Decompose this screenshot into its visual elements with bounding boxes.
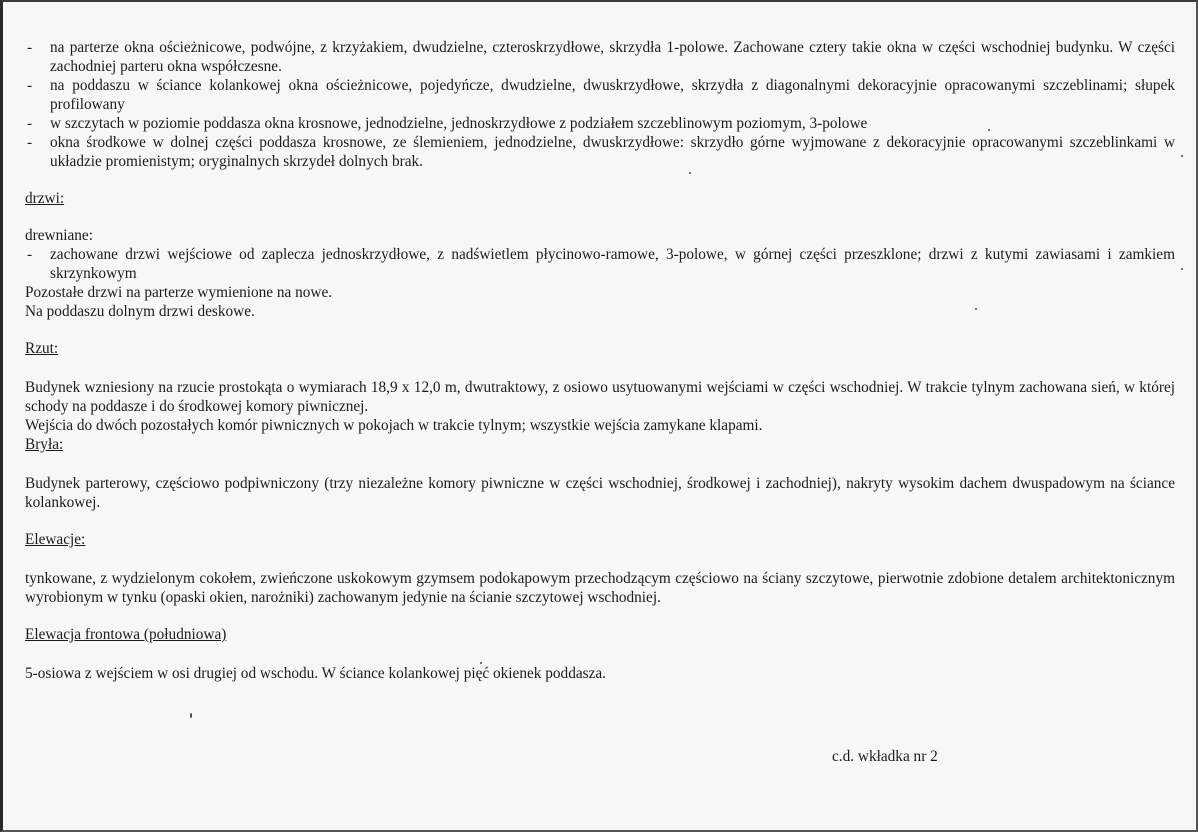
rzut-paragraph-2: Wejścia do dwóch pozostałych komór piwnicznych w pokojach w trakcie tylnym; wszystkie wejścia zamykane klapami. — [25, 417, 763, 434]
windows-bullet-gables — [25, 114, 1175, 133]
section-heading-doors: drzwi: — [25, 190, 65, 207]
doors-line-2: Na poddaszu dolnym drzwi deskowe. — [25, 303, 255, 320]
scan-speck — [988, 129, 990, 131]
scan-speck — [975, 308, 977, 310]
section-heading-frontowa: Elewacja frontowa (południowa) — [25, 626, 227, 643]
frontowa-paragraph: 5-osiowa z wejściem w osi drugiej od wschodu. W ściance kolankowej pięć okienek poddasza. — [25, 665, 606, 682]
scan-speck — [190, 713, 192, 718]
section-heading-bryla: Bryła: — [25, 436, 64, 453]
section-heading-elewacje: Elewacje: — [25, 531, 86, 548]
bullet-dash: - — [27, 115, 33, 132]
doors-bullet — [25, 245, 1175, 283]
bullet-dash: - — [27, 246, 33, 263]
doors-subheading: drewniane: — [25, 227, 93, 244]
scan-speck — [689, 172, 691, 174]
bullet-dash: - — [27, 134, 33, 151]
windows-bullet-middle — [25, 133, 1175, 171]
windows-bullet-ground-floor — [25, 38, 1175, 76]
bullet-dash: - — [27, 39, 33, 56]
scan-speck — [1181, 268, 1183, 270]
bullet-text: okna środkowe w dolnej części poddasza krosnowe, ze ślemieniem, jednodzielne, dwuskrzydłowe: skrzydło górne wyjmowane z dekoracyjnie opracowanymi szczeblinkami w układzie promienistym; oryginalnych skrzydeł dolnych brak. — [50, 134, 1175, 170]
scan-speck — [480, 662, 482, 664]
doors-line-1: Pozostałe drzwi na parterze wymienione na nowe. — [25, 284, 333, 301]
bullet-text: zachowane drzwi wejściowe od zaplecza jednoskrzydłowe, z nadświetlem płycinowo-ramowe, 3-polowe, w górnej części przeszklone; drzwi z kutymi zawiasami i zamkiem skrzynkowym — [50, 246, 1175, 282]
bullet-text: w szczytach w poziomie poddasza okna krosnowe, jednodzielne, jednoskrzydłowe z podziałem szczeblinowym poziomym, 3-polowe — [50, 115, 868, 132]
windows-bullet-attic-knee-wall — [25, 76, 1175, 114]
continuation-note: c.d. wkładka nr 2 — [832, 748, 938, 765]
rzut-paragraph-1: Budynek wzniesiony na rzucie prostokąta o wymiarach 18,9 x 12,0 m, dwutraktowy, z osiowo usytuowanymi wejściami w części wschodniej. W trakcie tylnym zachowana sień, w której schody na poddasze i do środkowej komory piwnicznej. — [25, 379, 1175, 415]
bullet-dash: - — [27, 77, 33, 94]
scan-speck — [1181, 155, 1183, 157]
document-body — [25, 38, 1175, 683]
bullet-text: na parterze okna ościeżnicowe, podwójne, z krzyżakiem, dwudzielne, czteroskrzydłowe, skrzydła 1-polowe. Zachowane cztery takie okna w części wschodniej budynku. W części zachodniej parteru okna współczesne. — [50, 39, 1175, 75]
section-heading-rzut: Rzut: — [25, 340, 59, 357]
elewacje-paragraph: tynkowane, z wydzielonym cokołem, zwieńczone uskokowym gzymsem podokapowym przechodzącym częściowo na ściany szczytowe, pierwotnie zdobione detalem architektonicznym wyrobionym w tynku (opaski okien, narożniki) zachowanym jedynie na ścianie szczytowej wschodniej. — [25, 570, 1175, 606]
bryla-paragraph: Budynek parterowy, częściowo podpiwniczony (trzy niezależne komory piwniczne w części wschodniej, środkowej i zachodniej), nakryty wysokim dachem dwuspadowym na ściance kolankowej. — [25, 475, 1175, 511]
bullet-text: na poddaszu w ściance kolankowej okna ościeżnicowe, pojedyńcze, dwudzielne, dwuskrzydłowe, skrzydła z diagonalnymi dekoracyjnie opracowanymi szczeblinami; słupek profilowany — [50, 77, 1175, 113]
